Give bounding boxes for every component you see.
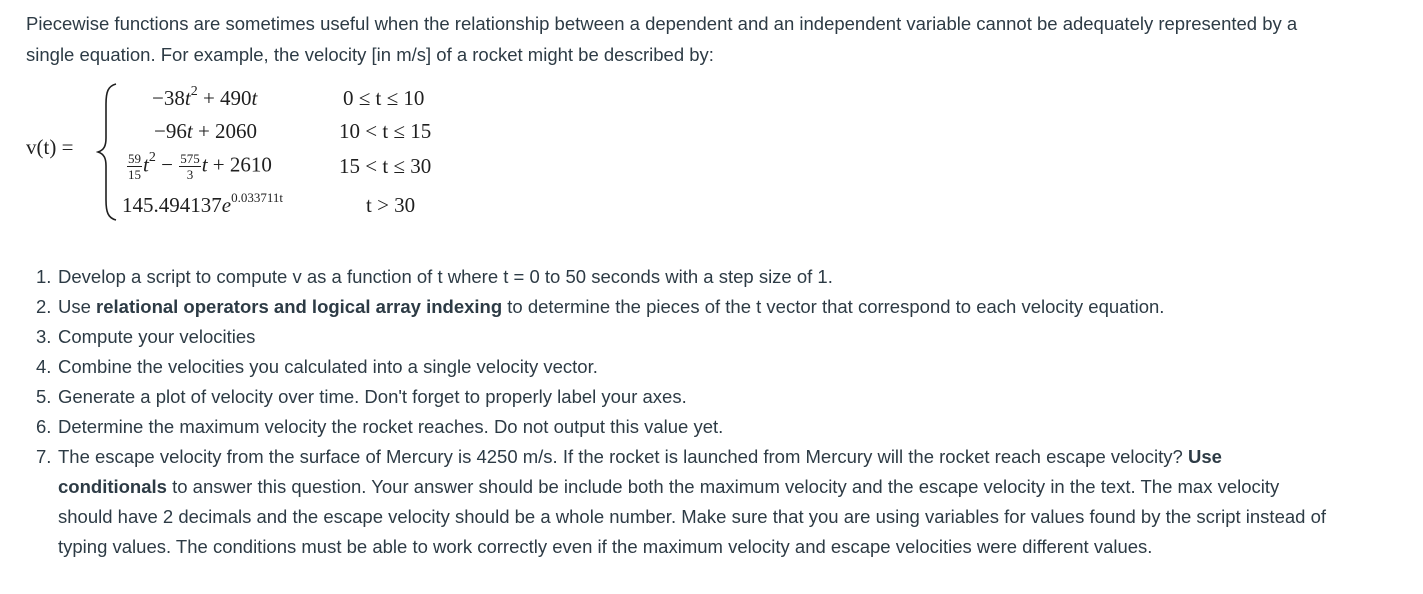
intro-line-2: single equation. For example, the velocity [in m/s] of a rocket might be described by: xyxy=(26,44,714,65)
intro-paragraph xyxy=(26,8,1406,70)
list-item: 7. The escape velocity from the surface of Mercury is 4250 m/s. If the rocket is launched from Mercury will the rocket reach escape velocity? Use conditionals to answer this question. Your answer should be include both the maximum velocity and the escape velocity in the text. The max velocity should have 2 decimals and the escape velocity should be a whole number. Make sure that you are using variables for values found by the script instead of typing values. The conditions must be able to work correctly even if the maximum velocity and escape velocities were different values. xyxy=(36,446,1326,557)
fraction-59-15: $\frac{59}{15}$ xyxy=(128,151,141,182)
left-brace xyxy=(96,82,120,222)
list-item: 4. Combine the velocities you calculated into a single velocity vector. xyxy=(36,356,598,377)
task-list xyxy=(36,262,1413,562)
piece-3-condition: 15 < t ≤ 30 xyxy=(339,154,432,178)
piece-4-condition: t > 30 xyxy=(366,193,416,217)
piece-1-condition: 0 ≤ t ≤ 10 xyxy=(343,86,425,110)
list-item: 3. Compute your velocities xyxy=(36,326,256,347)
equation-lhs: v(t) = xyxy=(26,135,74,159)
piece-3-expression: $\frac{59}{15}$ $t^2$ − $\frac{575}{3}$ t + 2610 xyxy=(128,150,272,182)
list-item: 6. Determine the maximum velocity the rocket reaches. Do not output this value yet. xyxy=(36,416,724,437)
fraction-575-3: $\frac{575}{3}$ xyxy=(180,151,200,182)
list-item: 5. Generate a plot of velocity over time. Don't forget to properly label your axes. xyxy=(36,386,687,407)
intro-line-1: Piecewise functions are sometimes useful when the relationship between a dependent and an independent variable cannot be adequately represented by a xyxy=(26,13,1298,34)
list-item: 1. Develop a script to compute v as a function of t where t = 0 to 50 seconds with a step size of 1. xyxy=(36,266,833,287)
piecewise-equation xyxy=(26,82,526,222)
piece-2-condition: 10 < t ≤ 15 xyxy=(339,119,432,143)
list-item: 2. Use relational operators and logical array indexing to determine the pieces of the t vector that correspond to each velocity equation. xyxy=(36,296,1165,317)
piece-2-expression: −96t + 2060 xyxy=(154,119,258,143)
piece-4-expression: $145.494137e^{0.033711t}$ xyxy=(122,190,283,217)
piece-1-expression: $-38t^2 + 490t$ xyxy=(152,84,258,110)
